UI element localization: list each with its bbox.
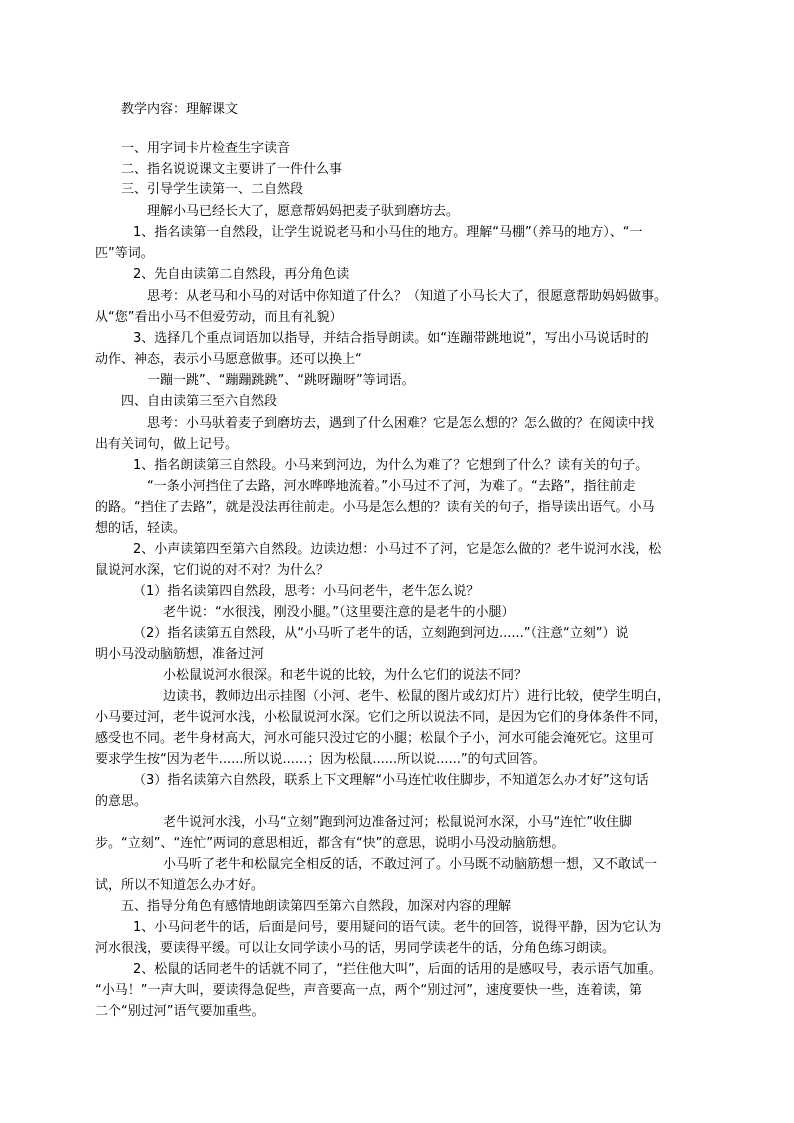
- section-heading-1: 一、用字词卡片检查生字读音: [121, 141, 291, 156]
- paragraph-line: 鼠说河水深，它们说的对不对？为什么？: [95, 563, 330, 578]
- section-heading-2: 二、指名说说课文主要讲了一件什么事: [121, 162, 343, 177]
- paragraph-line: （2）指名读第五自然段，从“小马听了老牛的话，立刻跑到河边......”（注意“立刻”）说: [133, 626, 629, 641]
- paragraph-line: 老牛说：“水很浅，刚没小腿。”（这里要注意的是老牛的小腿）: [163, 605, 515, 620]
- paragraph-line: 1、小马问老牛的话，后面是问号，要用疑问的语气读。老牛的回答，说得平静，因为它认为: [133, 920, 662, 935]
- section-heading-5: 五、指导分角色有感情地朗读第四至第六自然段，加深对内容的理解: [121, 899, 512, 914]
- paragraph-line: 3、选择几个重点词语加以指导，并结合指导朗读。如“连蹦带跳地说”，写出小马说话时的: [133, 331, 649, 346]
- paragraph-line: 2、小声读第四至第六自然段。边读边想：小马过不了河，它是怎么做的？老牛说河水浅，松: [133, 542, 662, 557]
- paragraph-line: 要求学生按“因为老牛......所以说......；因为松鼠......所以说......”的句式回答。: [95, 752, 546, 767]
- paragraph-line: 步。“立刻”、“连忙”两词的意思相近，都含有“快”的意思，说明小马没动脑筋想。: [95, 836, 565, 851]
- paragraph-line: （3）指名读第六自然段，联系上下文理解“小马连忙收住脚步，不知道怎么办才好”这句话: [133, 773, 649, 788]
- paragraph-line: 小马听了老牛和松鼠完全相反的话，不敢过河了。小马既不动脑筋想一想，又不敢试一: [163, 857, 658, 872]
- paragraph-line: 理解小马已经长大了，愿意帮妈妈把麦子驮到磨坊去。: [147, 204, 460, 219]
- paragraph-line: 老牛说河水浅，小马“立刻”跑到河边准备过河；松鼠说河水深，小马“连忙”收住脚: [163, 815, 632, 830]
- paragraph-line: 的路。“挡住了去路”，就是没法再往前走。小马是怎么想的？读有关的句子，指导读出语气。小马: [95, 500, 655, 515]
- paragraph-line: 小马要过河，老牛说河水浅，小松鼠说河水深。它们之所以说法不同，是因为它们的身体条件不同，: [95, 710, 668, 725]
- content-heading: 教学内容：理解课文: [121, 102, 239, 117]
- section-heading-3: 三、引导学生读第一、二自然段: [121, 182, 304, 197]
- paragraph-line: “小马！”一声大叫，要读得急促些，声音要高一点，两个“别过河”，速度要快一些，连着读，第: [95, 983, 642, 998]
- paragraph-line: 的意思。: [95, 794, 148, 809]
- paragraph-line: 试，所以不知道怎么办才好。: [95, 878, 265, 893]
- paragraph-line: 动作、神态，表示小马愿意做事。还可以换上“: [95, 352, 362, 367]
- paragraph-line: 1、指名朗读第三自然段。小马来到河边，为什么为难了？它想到了什么？读有关的句子。: [133, 458, 649, 473]
- paragraph-line: 河水很浅，要读得平缓。可以让女同学读小马的话，男同学读老牛的话，分角色练习朗读。: [95, 941, 616, 956]
- paragraph-line: 小松鼠说河水很深。和老牛说的比较，为什么它们的说法不同？: [163, 668, 528, 683]
- paragraph-line: 2、松鼠的话同老牛的话就不同了，“拦住他大叫”，后面的话用的是感叹号，表示语气加重。: [133, 962, 662, 977]
- paragraph-line: 2、先自由读第二自然段，再分角色读: [133, 267, 350, 282]
- section-heading-4: 四、自由读第三至六自然段: [121, 394, 278, 409]
- paragraph-line: 一蹦一跳”、“蹦蹦跳跳”、“跳呀蹦呀”等词语。: [147, 373, 415, 388]
- paragraph-line: 二个“别过河”语气要加重些。: [95, 1004, 265, 1019]
- paragraph-line: 边读书，教师边出示挂图（小河、老牛、松鼠的图片或幻灯片）进行比较，使学生明白，: [163, 689, 671, 704]
- paragraph-line: 1、指名读第一自然段，让学生说说老马和小马住的地方。理解“马棚”（养马的地方）、“一: [133, 225, 643, 240]
- paragraph-line: 思考：小马驮着麦子到磨坊去，遇到了什么困难？它是怎么想的？怎么做的？在阅读中找: [147, 416, 655, 431]
- paragraph-line: （1）指名读第四自然段，思考：小马问老牛，老牛怎么说？: [133, 584, 480, 599]
- paragraph-line: 从“您”看出小马不但爱劳动，而且有礼貌）: [95, 310, 343, 325]
- paragraph-line: 匹”等词。: [95, 246, 154, 261]
- paragraph-line: 想的话，轻读。: [95, 521, 187, 536]
- paragraph-line: 出有关词句，做上记号。: [95, 437, 239, 452]
- paragraph-line: 感受也不同。老牛身材高大，河水可能只没过它的小腿；松鼠个子小，河水可能会淹死它。这里可: [95, 731, 655, 746]
- paragraph-line: 思考：从老马和小马的对话中你知道了什么？（知道了小马长大了，很愿意帮助妈妈做事。: [147, 289, 668, 304]
- paragraph-line: 明小马没动脑筋想，准备过河: [95, 647, 265, 662]
- paragraph-line: “一条小河挡住了去路，河水哗哗地流着。”小马过不了河，为难了。“去路”，指往前走: [147, 479, 636, 494]
